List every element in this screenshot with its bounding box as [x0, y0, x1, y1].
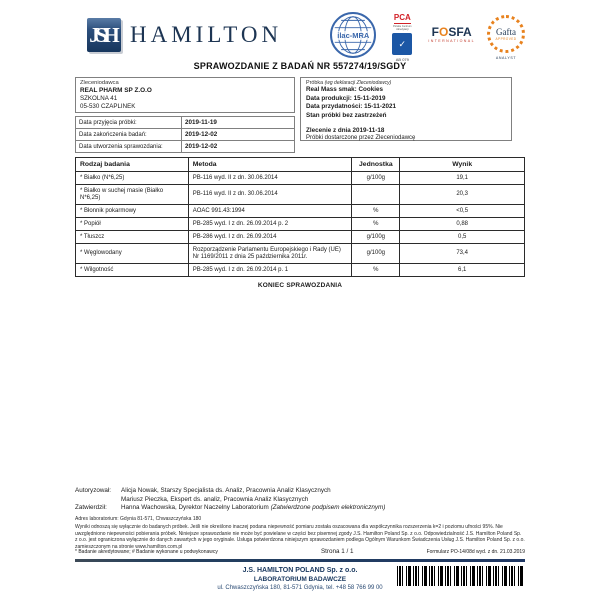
fosfa-badge-icon [428, 26, 475, 43]
pca-mark-icon: ✓ [392, 33, 412, 55]
test-result: 20,3 [400, 185, 525, 205]
authorized-row-2 [75, 496, 525, 505]
page-number: Strona 1 / 1 [320, 548, 354, 555]
test-method: PB-116 wyd. II z dn. 30.06.2014 [188, 172, 352, 185]
test-method: Rozporządzenie Parlamentu Europejskiego i Rady (UE) Nr 1169/2011 z dnia 25 października 2011r. [188, 244, 352, 264]
sample-delivery: Próbki dostarczone przez Zleceniodawcę [306, 135, 416, 142]
sample-condition: Stan próbki bez zastrzeżeń [306, 111, 387, 119]
ilac-mra-badge-icon [330, 12, 376, 58]
approved-label: Zatwierdził: [75, 504, 107, 512]
fosfa-o-icon: O [438, 25, 449, 39]
test-unit: % [352, 218, 400, 231]
date-value: 2019-11-19 [182, 117, 295, 129]
test-method: PB-286 wyd. I z dn. 26.09.2014 [188, 231, 352, 244]
test-unit: g/100g [352, 172, 400, 185]
gafta-title: Gafta [496, 26, 516, 37]
order-date: Zlecenie z dnia 2019-11-18 [306, 127, 385, 135]
test-result: 73,4 [400, 244, 525, 264]
gafta-analyst: ANALYST [495, 56, 517, 60]
table-row [76, 244, 525, 264]
client-label: Zleceniodawca [80, 80, 119, 86]
test-result: <0,5 [400, 205, 525, 218]
jsh-monogram-icon: JSH [87, 18, 121, 52]
test-result: 0,88 [400, 218, 525, 231]
fosfa-subtitle: INTERNATIONAL [428, 39, 475, 43]
column-header: Rodzaj badania [76, 158, 189, 172]
test-name: * Popiół [76, 218, 189, 231]
column-header: Jednostka [352, 158, 400, 172]
footer-meta-row [75, 548, 525, 555]
authorized-person-2: Mariusz Pieczka, Ekspert ds. analiz, Pracownia Analiz Klasycznych [121, 495, 309, 503]
test-unit: % [352, 205, 400, 218]
sample-label-note: (wg deklaracji Zleceniodawcy) [324, 80, 392, 86]
company-name: J.S. HAMILTON POLAND Sp. z o.o. [242, 567, 358, 574]
table-row [76, 264, 525, 277]
hamilton-logo [87, 18, 282, 52]
sample-expiry-date: Data przydatności: 15-11-2021 [306, 103, 396, 111]
test-method: PB-285 wyd. I z dn. 26.09.2014 p. 1 [188, 264, 352, 277]
test-unit: g/100g [352, 231, 400, 244]
company-address: ul. Chwaszczyńska 180, 81-571 Gdynia, tel. +48 58 766 99 00 [217, 585, 383, 591]
column-header: Metoda [188, 158, 352, 172]
pca-title: PCA [393, 13, 411, 22]
test-method: PB-285 wyd. I z dn. 26.09.2014 p. 2 [188, 218, 352, 231]
fosfa-title: FOSFA [431, 25, 472, 39]
results-table [75, 157, 525, 277]
date-label: Data utworzenia sprawozdania: [76, 141, 182, 153]
accreditation-badges [330, 12, 525, 62]
barcode [397, 566, 523, 586]
spacer [75, 496, 121, 505]
form-number: Formularz PO-14/08d wyd. z dn. 21.03.2019 [426, 549, 525, 555]
table-row [76, 185, 525, 205]
client-address-1: SZKOLNA 41 [80, 95, 118, 102]
test-name: * Węglowodany [76, 244, 189, 264]
sample-box [300, 77, 512, 141]
test-name: * Białko w suchej masie (Białko N*6,25) [76, 185, 189, 205]
test-method: AOAC 991.43:1994 [188, 205, 352, 218]
test-name: * Tłuszcz [76, 231, 189, 244]
gafta-approved: APPROVED [495, 36, 517, 41]
date-label: Data zakończenia badań: [76, 129, 182, 141]
table-row [76, 172, 525, 185]
results-section [75, 157, 525, 289]
dates-table [75, 116, 295, 153]
approved-person: Hanna Wachowska, Dyrektor Naczelny Laboratorium (Zatwierdzone podpisem elektronicznym) [121, 504, 386, 512]
table-row [76, 218, 525, 231]
client-name: REAL PHARM SP Z.O.O [80, 87, 152, 94]
client-box [75, 77, 295, 113]
table-row [76, 205, 525, 218]
table-row [76, 141, 295, 153]
report-header [75, 10, 525, 62]
laboratory-name: LABORATORIUM BADAWCZE [253, 576, 347, 583]
sample-label: Próbka (wg deklaracji Zleceniodawcy) [306, 80, 392, 86]
test-unit [352, 185, 400, 205]
test-result: 0,5 [400, 231, 525, 244]
date-label: Data przyjęcia próbki: [76, 117, 182, 129]
gafta-badge-icon [487, 15, 525, 60]
test-unit: g/100g [352, 244, 400, 264]
pca-subtitle: Polskie Centrum Akredytacji [393, 25, 412, 31]
report-title: SPRAWOZDANIE Z BADAŃ NR 557274/19/SGDY [193, 61, 407, 71]
test-result: 19,1 [400, 172, 525, 185]
table-row [76, 231, 525, 244]
disclaimer-block [75, 516, 525, 550]
test-result: 6,1 [400, 264, 525, 277]
signatures-block [75, 487, 525, 513]
pca-number: AB 079 [395, 57, 409, 62]
test-unit: % [352, 264, 400, 277]
date-value: 2019-12-02 [182, 141, 295, 153]
test-name: * Błonnik pokarmowy [76, 205, 189, 218]
table-row [76, 117, 295, 129]
authorized-person-1: Alicja Nowak, Starszy Specjalista ds. Analiz, Pracownia Analiz Klasycznych [121, 487, 331, 494]
table-row [76, 129, 295, 141]
authorized-row [75, 487, 525, 496]
ilac-mra-label: ilac-MRA [337, 30, 370, 40]
test-name: * Wilgotność [76, 264, 189, 277]
date-value: 2019-12-02 [182, 129, 295, 141]
table-header-row [76, 158, 525, 172]
lab-address-note: Adres laboratorium: Gdynia 81-571, Chwaszczyńska 180 [75, 516, 202, 522]
electronic-signature-note: (Zatwierdzone podpisem elektronicznym) [270, 504, 386, 512]
hamilton-wordmark: HAMILTON [130, 22, 283, 47]
disclaimer-text: Wyniki odnoszą się wyłącznie do badanych próbek. Jeśli nie określono inaczej podana niepewność pomiaru została oszacowana dla współczynnika rozszerzenia k=2 i poziomu ufności 95%. Nie uwzględniono niepewności pobierania próbek. Niniejsze sprawozdanie nie może być powielane w części bez pisemnej zgody J.S. Hamilton Poland Sp. z o.o. Odpowiedzialność J.S. Hamilton Poland Sp. z o.o. jest ograniczona wyłącznie do danych zawartych w jego oryginale. Usługa potwierdzona niniejszym sprawozdaniem podlega Ogólnym Warunkom Świadczenia Usług J.S. Hamilton Poland Sp. z o.o. zamieszczonym na stronie www.hamilton.com.pl [75, 524, 525, 550]
approved-row [75, 504, 525, 513]
accreditation-footnote: * Badanie akredytowane; # Badanie wykonane u podwykonawcy [75, 549, 218, 555]
test-name: * Białko (N*6,25) [76, 172, 189, 185]
test-method: PB-116 wyd. II z dn. 30.06.2014 [188, 185, 352, 205]
column-header: Wynik [400, 158, 525, 172]
authorized-label: Autoryzował: [75, 487, 112, 494]
gafta-ring-icon [487, 15, 525, 53]
pca-badge-icon [388, 14, 416, 62]
footer-divider [75, 559, 525, 562]
sample-production-date: Data produkcji: 15-11-2019 [306, 94, 386, 102]
sample-name: Real Mass smak: Cookies [306, 86, 383, 93]
client-address-2: 05-530 CZAPLINEK [80, 103, 136, 110]
end-of-report-note: KONIEC SPRAWOZDANIA [257, 282, 343, 289]
